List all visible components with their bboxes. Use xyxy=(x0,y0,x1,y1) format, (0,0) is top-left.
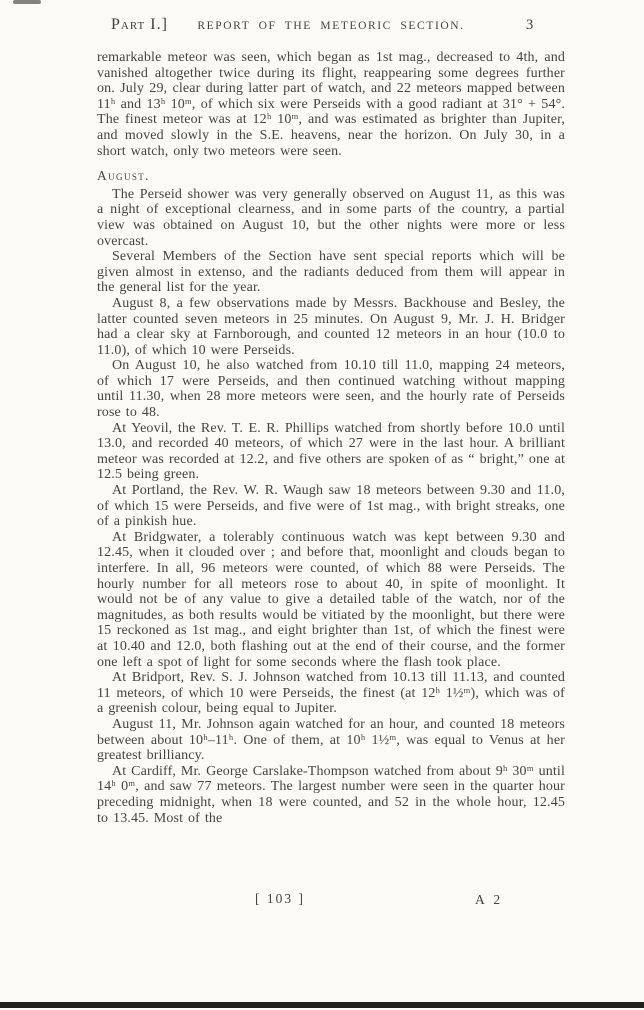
scan-smudge xyxy=(13,0,41,4)
paragraph: August 8, a few observations made by Messrs. Backhouse and Besley, the latter counted seven meteors in 25 minutes. On August 9, Mr. J. H. Bridger had a clear sky at Farnborough, and counted 12 meteors in an hour (10.0 to 11.0), of which 10 were Perseids. xyxy=(97,295,565,358)
page-number: 3 xyxy=(526,17,534,33)
page-footer xyxy=(97,891,565,909)
paragraph: At Bridport, Rev. S. J. Johnson watched from 10.13 till 11.13, and counted 11 meteors, of which 10 were Perseids, the finest (at 12ʰ 1½ᵐ), which was of a greenish colour, being equal to Jupiter. xyxy=(97,670,565,717)
body-text xyxy=(97,50,565,826)
paragraph: At Portland, the Rev. W. R. Waugh saw 18 meteors between 9.30 and 11.0, of which 15 were Perseids, and five were of 1st mag., with bright streaks, one of a pinkish hue. xyxy=(97,483,565,530)
page-title: REPORT OF THE METEORIC SECTION. xyxy=(197,20,465,32)
sheet-number: [ 103 ] xyxy=(255,891,305,906)
paragraph: At Yeovil, the Rev. T. E. R. Phillips watched from shortly before 10.0 until 13.0, and recorded 40 meteors, of which 27 were in the last hour. A brilliant meteor was recorded at 12.2, and five others are spoken of as “ bright,” one at 12.5 being green. xyxy=(97,420,565,483)
paragraph-july-continuation: remarkable meteor was seen, which began as 1st mag., decreased to 4th, and vanished altogether twice during its flight, reappearing some degrees further on. July 29, clear during latter part of watch, and 22 meteors mapped between 11ʰ and 13ʰ 10ᵐ, of which six were Perseids with a good radiant at 31° + 54°. The finest meteor was at 12ʰ 10ᵐ, and was estimated as brighter than Jupiter, and moved slowly in the S.E. heavens, near the horizon. On July 30, in a short watch, only two meteors were seen. xyxy=(97,50,565,159)
paragraph: At Cardiff, Mr. George Carslake-Thompson watched from about 9ʰ 30ᵐ until 14ʰ 0ᵐ, and saw 77 meteors. The largest number were seen in the quarter hour preceding midnight, when 18 were counted, and 52 in the whole hour, 12.45 to 13.45. Most of the xyxy=(97,763,565,826)
paragraph: On August 10, he also watched from 10.10 till 11.0, mapping 24 meteors, of which 17 were Perseids, and then continued watching without mapping until 11.30, when 28 more meteors were seen, and the hourly rate of Perseids rose to 48. xyxy=(97,358,565,421)
signature-mark: A 2 xyxy=(475,892,504,907)
scan-edge-bar xyxy=(0,1002,644,1008)
paragraph: August 11, Mr. Johnson again watched for an hour, and counted 18 meteors between about 10ʰ–11ʰ. One of them, at 10ʰ 1½ᵐ, was equal to Venus at her greatest brilliancy. xyxy=(97,716,565,764)
section-heading-august: August. xyxy=(97,168,150,184)
paragraph: Several Members of the Section have sent special reports which will be given almost in extenso, and the radiants deduced from them will appear in the general list for the year. xyxy=(97,249,565,296)
part-label: Part I.] xyxy=(111,16,168,33)
paragraph: At Bridgwater, a tolerably continuous watch was kept between 9.30 and 12.45, when it clouded over ; and before that, moonlight and clouds began to interfere. In all, 96 meteors were counted, of which 88 were Perseids. The hourly number for all meteors rose to about 40, in spite of moonlight. It would not be of any value to give a detailed table of the watch, nor of the magnitudes, as both results would be vitiated by the moonlight, but there were 15 reckoned as 1st mag., and eight brighter than 1st, of which the finest were at 10.40 and 12.0, both flashing out at the end of their course, and the former one left a spot of light for some seconds where the flash took place. xyxy=(97,529,565,670)
paragraph: The Perseid shower was very generally observed on August 11, as this was a night of exceptional clearness, and in some parts of the country, a partial view was obtained on August 10, but the other nights were more or less overcast. xyxy=(97,186,565,249)
running-head xyxy=(0,16,644,38)
